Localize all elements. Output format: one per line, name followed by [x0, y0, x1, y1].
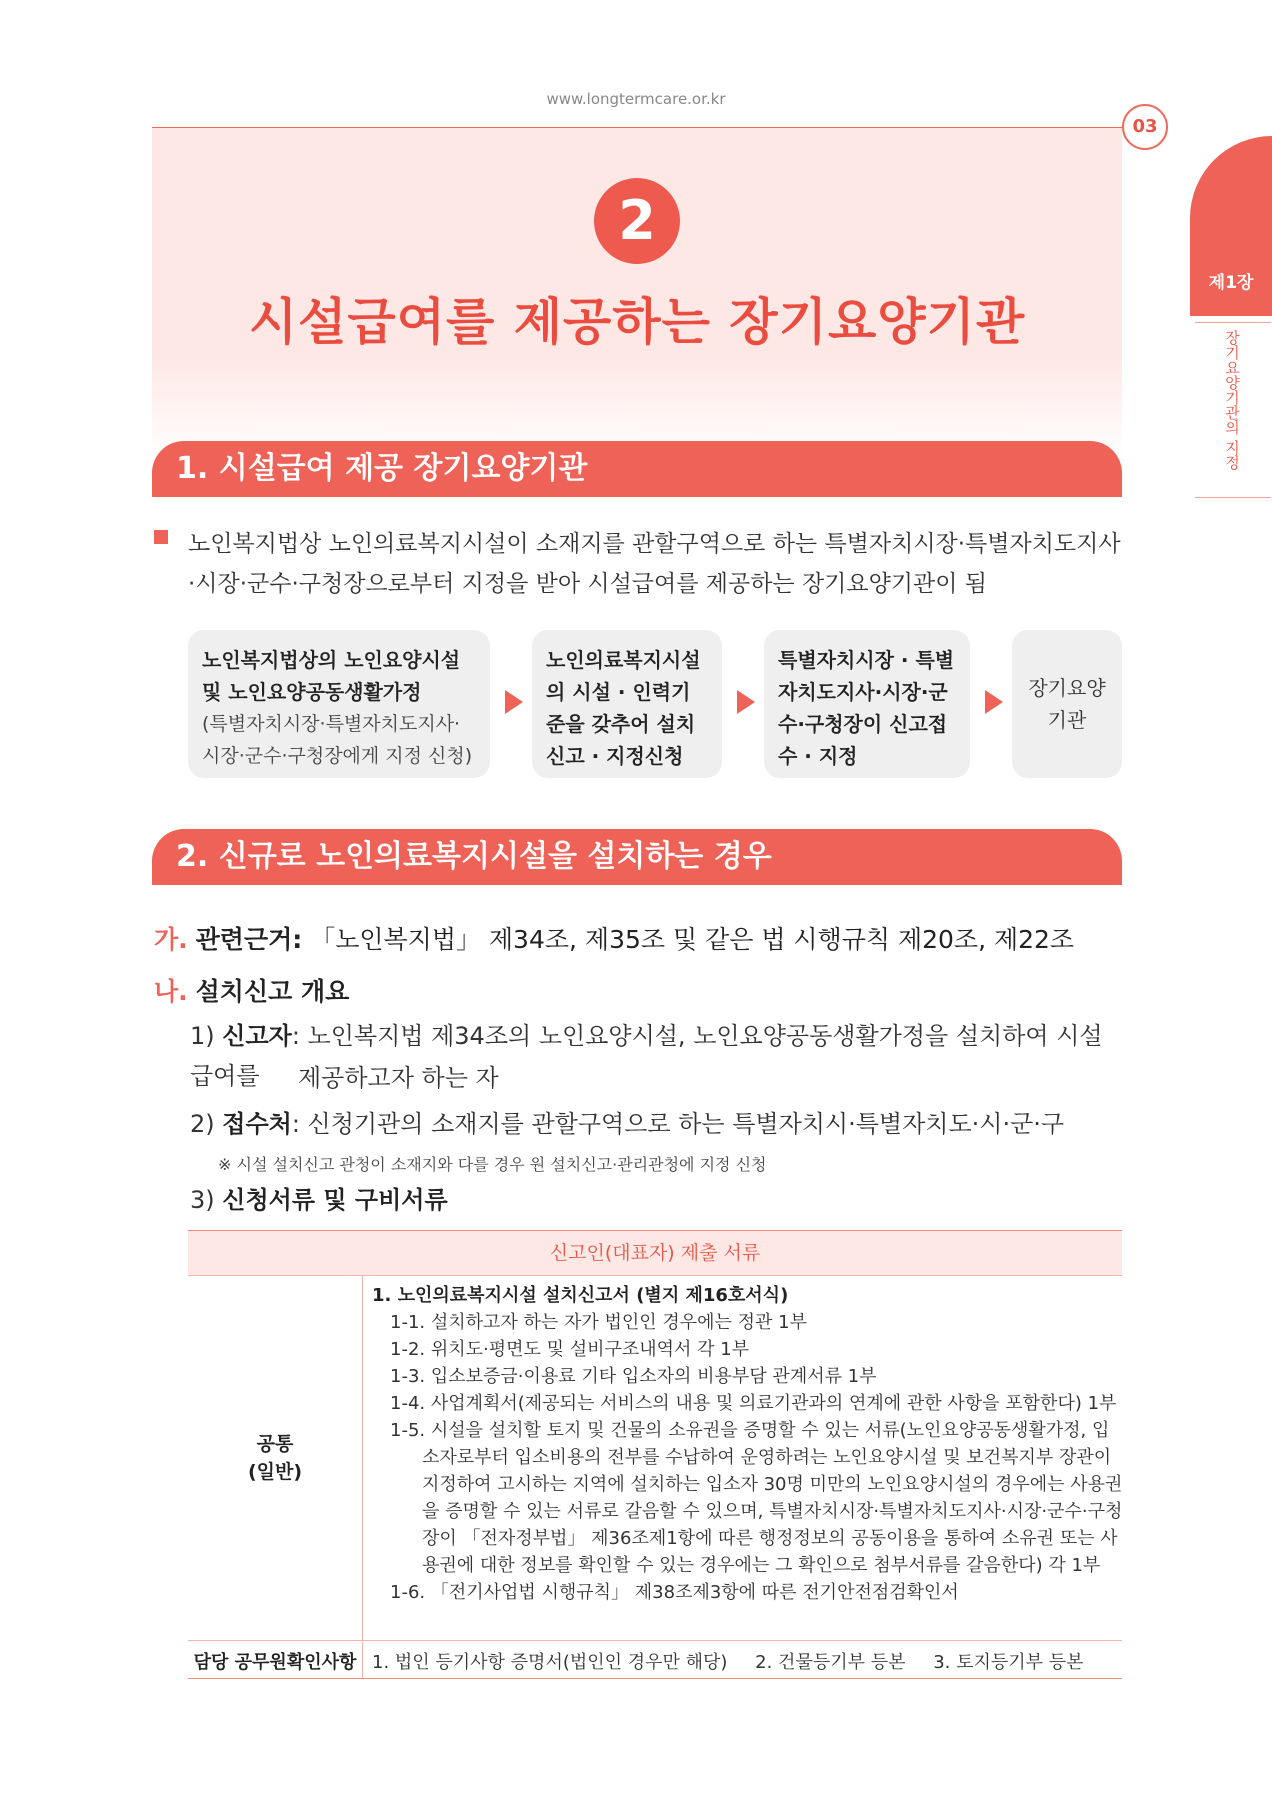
- row-label-line: (일반): [247, 1461, 303, 1483]
- item-marker: 나.: [154, 977, 188, 1006]
- site-url: www.longtermcare.or.kr: [546, 90, 726, 108]
- doc-title: 1. 노인의료복지시설 설치신고서 (별지 제16호서식): [372, 1285, 789, 1306]
- row-label-line: 공통: [256, 1433, 294, 1455]
- subitem-3: [190, 1180, 448, 1220]
- chapter-title-vertical: 장기요양기관의 지정: [1223, 330, 1241, 470]
- flow-step-2: [532, 630, 722, 778]
- footnote: ※ 시설 설치신고 관청이 소재지와 다를 경우 원 설치신고·관리관청에 지정 신청: [218, 1155, 767, 1174]
- list-item: 1-3. 입소보증금·이용료 기타 입소자의 비용부담 관계서류 1부: [390, 1366, 877, 1387]
- table-rule: [188, 1678, 1122, 1679]
- chapter-label: 제1장: [1208, 273, 1254, 293]
- flow-step-text: 장기요양 기관: [1028, 676, 1106, 732]
- flow-step-4: [1012, 630, 1122, 778]
- flow-step-subtext: (특별자치시장·특별자치도지사·시장·군수·구청장에게 지정 신청): [202, 713, 473, 767]
- flow-step-text: 노인의료복지시설의 시설 · 인력기준을 갖추어 설치신고 · 지정신청: [546, 648, 701, 768]
- list-item: 1-1. 설치하고자 하는 자가 법인인 경우에는 정관 1부: [390, 1312, 807, 1333]
- flow-step-1: [188, 630, 490, 778]
- list-item: 1-4. 사업계획서(제공되는 서비스의 내용 및 의료기관과의 연계에 관한 사항을 포함한다) 1부: [390, 1393, 1117, 1414]
- square-bullet-icon: [154, 530, 168, 544]
- flow-step-text: 노인복지법상의 노인요양시설 및 노인요양공동생활가정: [202, 648, 461, 704]
- table-row-label: 담당 공무원확인사항: [193, 1652, 357, 1673]
- subitem-label: 신청서류 및 구비서류: [222, 1186, 448, 1214]
- side-divider: [1195, 322, 1271, 323]
- table-header: 신고인(대표자) 제출 서류: [188, 1231, 1122, 1275]
- list-item: 1-5. 시설을 설치할 토지 및 건물의 소유권을 증명할 수 있는 서류(노인요양공동생활가정, 입소자로부터 입소비용의 전부를 수납하여 운영하려는 노인요양시설 및 보건복지부 장관이 지정하여 고시하는 지역에 설치하는 입소자 30명 미만의 노인요양시설의 경우에는 사용권을 증명할 수 있는 서류로 갈음할 수 있으며, 특별자치시장·특별자치도지사·시장·군수·구청장이 「전자정부법」 제36조제1항에 따른 행정정보의 공동이용을 통하여 소유권 또는 사용권에 대한 정보를 확인할 수 있는 경우에는 그 확인으로 첨부서류를 갈음한다) 각 1부: [390, 1420, 1123, 1576]
- page-title: 시설급여를 제공하는 장기요양기관: [248, 293, 1026, 351]
- flow-step-3: [764, 630, 970, 778]
- page-number: 03: [1122, 104, 1168, 150]
- subitem-text: : 노인복지법 제34조의 노인요양시설, 노인요양공동생활가정을 설치하여 시설급여를: [190, 1022, 1103, 1090]
- table-rule: [188, 1640, 1122, 1641]
- item-marker: 가.: [154, 925, 188, 954]
- subitem-label: 신고자: [222, 1022, 292, 1050]
- section-1-heading: 1. 시설급여 제공 장기요양기관: [152, 441, 1122, 497]
- table-row-label: [188, 1430, 362, 1486]
- list-item: 1-2. 위치도·평면도 및 설비구조내역서 각 1부: [390, 1339, 750, 1360]
- list-item: 2. 건물등기부 등본: [755, 1652, 906, 1673]
- flow-step-text: 특별자치시장 · 특별자치도지사·시장·군수·구청장이 신고접수 · 지정: [778, 648, 955, 768]
- subitem-1-continuation: 제공하고자 하는 자: [298, 1064, 499, 1092]
- table-rule: [188, 1275, 1122, 1276]
- subitem-number: 3): [190, 1186, 215, 1214]
- arrow-right-icon: [985, 690, 1003, 714]
- subitem-number: 2): [190, 1110, 215, 1138]
- subitem-number: 1): [190, 1022, 215, 1050]
- list-item: 1. 법인 등기사항 증명서(법인인 경우만 해당): [372, 1652, 728, 1673]
- item-label: 관련근거:: [195, 925, 303, 954]
- subitem-label: 접수처: [222, 1110, 292, 1138]
- arrow-right-icon: [505, 690, 523, 714]
- subitem-2: [190, 1104, 1122, 1144]
- table-doc-list: [372, 1282, 1124, 1606]
- list-item: 1-6. 「전기사업법 시행규칙」 제38조제3항에 따른 전기안전점검확인서: [390, 1582, 959, 1603]
- side-divider: [1195, 497, 1271, 498]
- item-na: [154, 972, 349, 1008]
- section-number-badge: 2: [594, 178, 680, 264]
- item-ga: [154, 920, 1074, 956]
- item-label: 설치신고 개요: [195, 977, 350, 1006]
- section-2-heading: 2. 신규로 노인의료복지시설을 설치하는 경우: [152, 829, 1122, 885]
- arrow-right-icon: [737, 690, 755, 714]
- subitem-text: : 신청기관의 소재지를 관할구역으로 하는 특별자치시·특별자치도·시·군·구: [291, 1110, 1065, 1138]
- table-divider: [362, 1276, 363, 1678]
- item-text: 「노인복지법」 제34조, 제35조 및 같은 법 시행규칙 제20조, 제22조: [302, 925, 1075, 954]
- intro-paragraph: 노인복지법상 노인의료복지시설이 소재지를 관할구역으로 하는 특별자치시장·특별자치도지사·시장·군수·구청장으로부터 지정을 받아 시설급여를 제공하는 장기요양기관이 됨: [188, 531, 1121, 597]
- list-item: 3. 토지등기부 등본: [933, 1652, 1084, 1673]
- table-row-items: [372, 1648, 1124, 1674]
